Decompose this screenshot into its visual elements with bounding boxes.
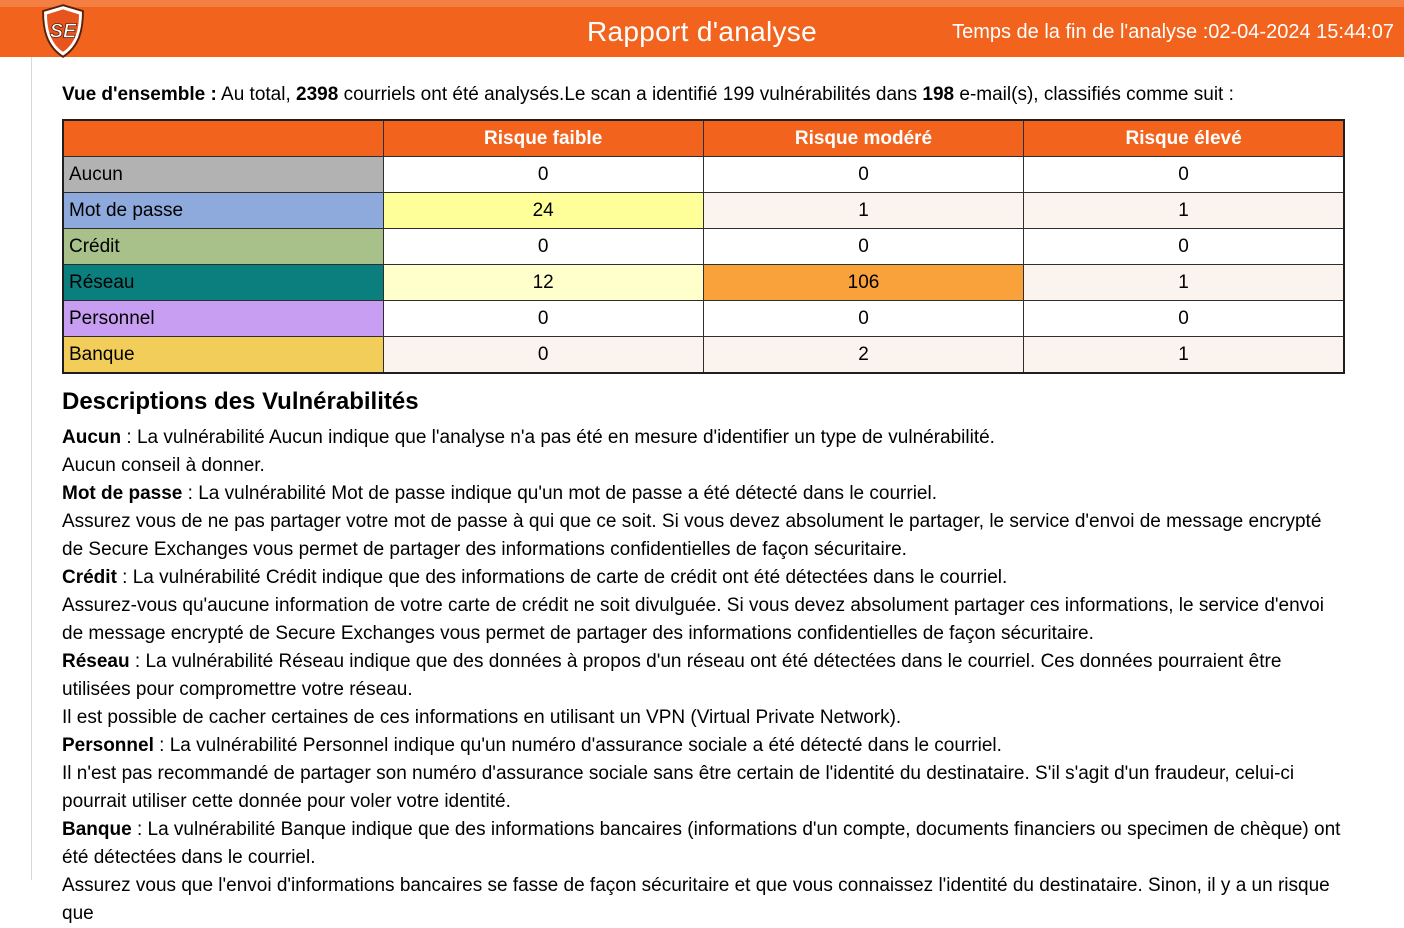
- term-personnel: Personnel: [62, 735, 154, 756]
- row-label-personnel: Personnel: [63, 301, 383, 337]
- corner-cell: [63, 120, 383, 157]
- advice-credit: Assurez-vous qu'aucune information de votre carte de crédit ne soit divulguée. Si vous devez absolument partager ces informations, le service d'envoi de message encrypté de Secure Exchanges vous permet de partager des informations confidentielles de façon sécuritaire.: [62, 595, 1324, 644]
- report-header: [0, 7, 1404, 57]
- advice-reseau: Il est possible de cacher certaines de ces informations en utilisant un VPN (Virtual Private Network).: [62, 707, 902, 728]
- cell-motdepasse-eleve: 1: [1024, 193, 1344, 229]
- cell-aucun-faible: 0: [383, 157, 703, 193]
- cell-banque-faible: 0: [383, 337, 703, 374]
- cell-personnel-faible: 0: [383, 301, 703, 337]
- cell-reseau-eleve: 1: [1024, 265, 1344, 301]
- table-row-aucun: [63, 157, 1344, 193]
- description-personnel: Personnel : La vulnérabilité Personnel indique qu'un numéro d'assurance sociale a été détecté dans le courriel.: [62, 735, 1002, 756]
- row-label-aucun: Aucun: [63, 157, 383, 193]
- advice-mot-de-passe: Assurez vous de ne pas partager votre mot de passe à qui que ce soit. Si vous devez absolument le partager, le service d'envoi de message encrypté de Secure Exchanges vous permet de partager des informations confidentielles de façon sécuritaire.: [62, 511, 1322, 560]
- page-title: Rapport d'analyse: [587, 16, 817, 47]
- table-row-reseau: [63, 265, 1344, 301]
- description-mot-de-passe: Mot de passe : La vulnérabilité Mot de passe indique qu'un mot de passe a été détecté dans le courriel.: [62, 483, 937, 504]
- row-label-banque: Banque: [63, 337, 383, 374]
- cell-motdepasse-modere: 1: [703, 193, 1023, 229]
- table-row-credit: [63, 229, 1344, 265]
- table-row-banque: [63, 337, 1344, 374]
- overview-label: Vue d'ensemble :: [62, 84, 217, 105]
- column-header-risque-faible: Risque faible: [383, 120, 703, 157]
- cell-credit-eleve: 0: [1024, 229, 1344, 265]
- row-label-mot-de-passe: Mot de passe: [63, 193, 383, 229]
- total-emails-count: 2398: [296, 84, 339, 105]
- cell-banque-eleve: 1: [1024, 337, 1344, 374]
- description-banque: Banque : La vulnérabilité Banque indique que des informations bancaires (informations d'un compte, documents financiers ou specimen de chèque) ont été détectées dans le courriel.: [62, 819, 1341, 868]
- header-top-strip: [0, 0, 1404, 7]
- description-credit: Crédit : La vulnérabilité Crédit indique que des informations de carte de crédit ont été détectées dans le courriel.: [62, 567, 1008, 588]
- column-header-risque-modere: Risque modéré: [703, 120, 1023, 157]
- column-header-risque-eleve: Risque élevé: [1024, 120, 1344, 157]
- risk-summary-table: [62, 119, 1345, 374]
- logo-letters: SE: [49, 20, 77, 43]
- analysis-end-time: Temps de la fin de l'analyse :02-04-2024 15:44:07: [952, 20, 1394, 43]
- description-aucun: Aucun : La vulnérabilité Aucun indique que l'analyse n'a pas été en mesure d'identifier un type de vulnérabilité.: [62, 427, 995, 448]
- cell-reseau-faible: 12: [383, 265, 703, 301]
- row-label-credit: Crédit: [63, 229, 383, 265]
- term-credit: Crédit: [62, 567, 117, 588]
- page-edge-line: [31, 57, 32, 880]
- cell-credit-modere: 0: [703, 229, 1023, 265]
- flagged-emails-count: 198: [922, 84, 955, 105]
- term-mot-de-passe: Mot de passe: [62, 483, 183, 504]
- table-header-row: [63, 120, 1344, 157]
- cell-motdepasse-faible: 24: [383, 193, 703, 229]
- cell-personnel-modere: 0: [703, 301, 1023, 337]
- advice-personnel: Il n'est pas recommandé de partager son numéro d'assurance sociale sans être certain de l'identité du destinataire. S'il s'agit d'un fraudeur, celui-ci pourrait utiliser cette donnée pour voler votre identité.: [62, 763, 1295, 812]
- descriptions-heading: Descriptions des Vulnérabilités: [62, 388, 419, 415]
- term-aucun: Aucun: [62, 427, 122, 448]
- advice-banque: Assurez vous que l'envoi d'informations bancaires se fasse de façon sécuritaire et que vous connaissez l'identité du destinataire. Sinon, il y a un risque que: [62, 875, 1330, 924]
- table-row-mot-de-passe: [63, 193, 1344, 229]
- row-label-reseau: Réseau: [63, 265, 383, 301]
- cell-banque-modere: 2: [703, 337, 1023, 374]
- cell-credit-faible: 0: [383, 229, 703, 265]
- overview-paragraph: Vue d'ensemble : Au total, 2398 courriels ont été analysés.Le scan a identifié 199 vulnérabilités dans 198 e-mail(s), classifiés comme suit :: [62, 84, 1234, 105]
- advice-aucun: Aucun conseil à donner.: [62, 455, 265, 476]
- report-body: [0, 57, 1404, 928]
- description-reseau: Réseau : La vulnérabilité Réseau indique que des données à propos d'un réseau ont été détectées dans le courriel. Ces données pourraient être utilisées pour compromettre votre réseau.: [62, 651, 1282, 700]
- cell-reseau-modere: 106: [703, 265, 1023, 301]
- cell-aucun-eleve: 0: [1024, 157, 1344, 193]
- cell-personnel-eleve: 0: [1024, 301, 1344, 337]
- term-reseau: Réseau: [62, 651, 130, 672]
- cell-aucun-modere: 0: [703, 157, 1023, 193]
- table-row-personnel: [63, 301, 1344, 337]
- term-banque: Banque: [62, 819, 132, 840]
